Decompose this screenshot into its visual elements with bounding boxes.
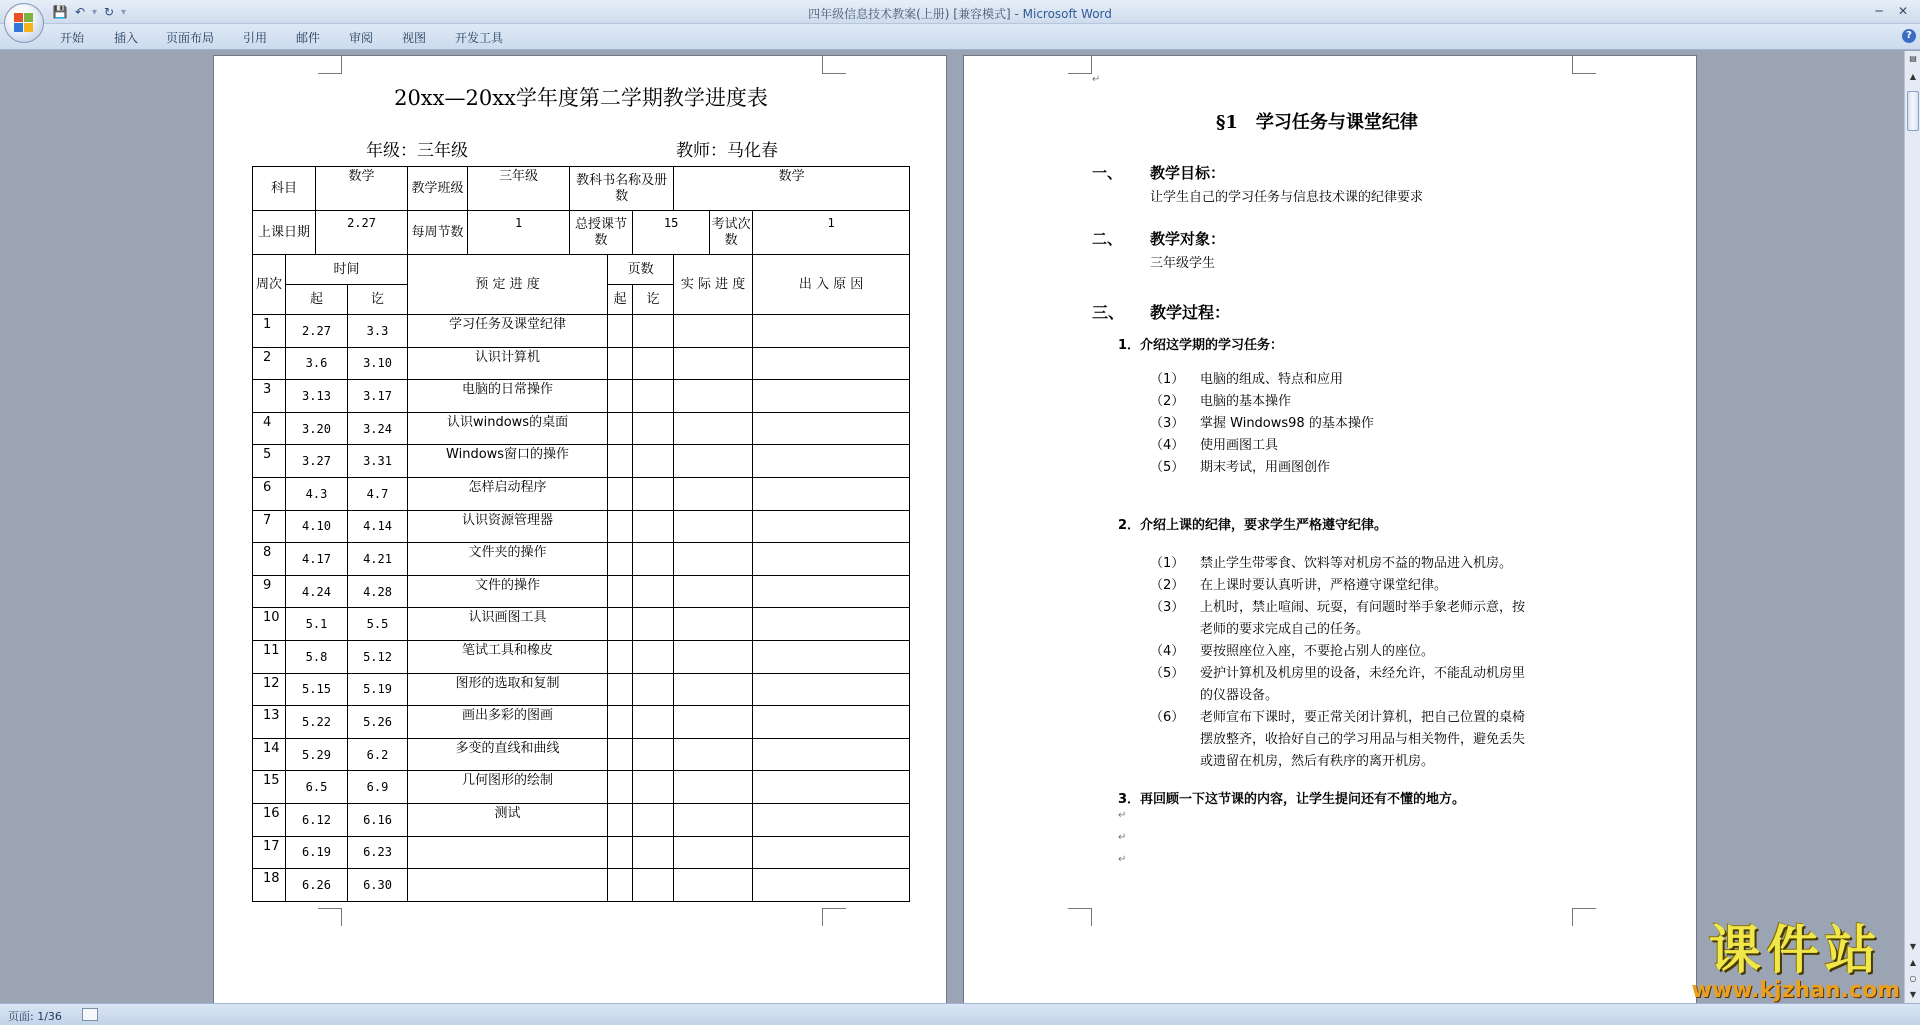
start-date-cell[interactable]: 5.8	[286, 640, 348, 673]
list-item-line: 老师的要求完成自己的任务。	[1200, 622, 1370, 637]
list-item-line: 在上课时要认真听讲，严格遵守课堂纪律。	[1200, 578, 1448, 593]
actual-progress-cell[interactable]	[674, 477, 753, 510]
previous-page-icon[interactable]: ▲	[1909, 958, 1917, 967]
page-from-cell[interactable]	[608, 803, 633, 836]
pages-column-header: 页数	[608, 255, 674, 285]
reason-cell[interactable]	[753, 412, 910, 445]
week-cell[interactable]: 10	[253, 608, 286, 641]
start-date-label: 上课日期	[253, 211, 316, 255]
crop-mark	[318, 56, 342, 74]
list-item-line: 或遗留在机房，然后有秩序的离开机房。	[1200, 754, 1435, 769]
page-from-cell[interactable]	[608, 347, 633, 380]
planned-topic-cell[interactable]: 认识计算机	[408, 347, 608, 380]
start-date-cell[interactable]: 5.29	[286, 738, 348, 771]
week-cell[interactable]: 17	[253, 836, 286, 869]
table-row	[253, 315, 910, 348]
total-lessons-label: 总授课节数	[570, 211, 633, 255]
list-item-line: 摆放整齐，收拾好自己的学习用品与相关物件，避免丢失	[1200, 732, 1526, 747]
list-item-line: 老师宣布下课时，要正常关闭计算机，把自己位置的桌椅	[1200, 710, 1526, 725]
page-to-cell[interactable]	[633, 836, 674, 869]
table-row	[253, 836, 910, 869]
save-icon[interactable]: 💾	[52, 5, 68, 19]
week-cell[interactable]: 7	[253, 510, 286, 543]
page-from-cell[interactable]	[608, 477, 633, 510]
table-row	[253, 347, 910, 380]
start-date-cell[interactable]: 3.6	[286, 347, 348, 380]
page-to-cell[interactable]	[633, 673, 674, 706]
page-to-cell[interactable]	[633, 380, 674, 413]
week-cell[interactable]: 14	[253, 738, 286, 771]
page-from-cell[interactable]	[608, 738, 633, 771]
scroll-down-icon[interactable]: ▼	[1909, 942, 1917, 951]
start-date-cell[interactable]: 3.27	[286, 445, 348, 478]
scroll-up-icon[interactable]: ▲	[1909, 72, 1917, 81]
crop-mark	[1068, 56, 1092, 74]
list-item-number: （1）	[1150, 372, 1185, 387]
page-from-cell[interactable]	[608, 315, 633, 348]
reason-cell[interactable]	[753, 771, 910, 804]
page-from-cell[interactable]	[608, 380, 633, 413]
reason-cell[interactable]	[753, 315, 910, 348]
end-date-cell[interactable]: 6.30	[348, 869, 408, 902]
list-item: 电脑的基本操作	[1200, 394, 1292, 409]
week-cell[interactable]: 6	[253, 477, 286, 510]
exam-count-label: 考试次数	[710, 211, 753, 255]
page-from-cell[interactable]	[608, 445, 633, 478]
week-cell[interactable]: 3	[253, 380, 286, 413]
list-item-number: （5）	[1150, 460, 1185, 475]
vertical-scrollbar[interactable]	[1904, 51, 1920, 1003]
help-icon[interactable]: ?	[1902, 29, 1916, 43]
reason-cell[interactable]	[753, 836, 910, 869]
end-date-cell[interactable]: 3.31	[348, 445, 408, 478]
planned-topic-cell[interactable]: 认识windows的桌面	[408, 412, 608, 445]
page-to-cell[interactable]	[633, 543, 674, 576]
page-from-cell[interactable]	[608, 640, 633, 673]
planned-topic-cell[interactable]	[408, 836, 608, 869]
start-date-cell[interactable]: 2.27	[286, 315, 348, 348]
planned-topic-cell[interactable]: 文件的操作	[408, 575, 608, 608]
page-to-cell[interactable]	[633, 510, 674, 543]
crop-mark	[318, 908, 342, 926]
page-from-header: 起	[608, 285, 633, 315]
page-to-cell[interactable]	[633, 738, 674, 771]
office-logo-icon	[14, 13, 34, 33]
start-date-cell[interactable]: 6.19	[286, 836, 348, 869]
list-item: 使用画图工具	[1200, 438, 1279, 453]
time-to-header: 讫	[348, 285, 408, 315]
table-row	[253, 771, 910, 804]
start-date-cell[interactable]: 5.1	[286, 608, 348, 641]
planned-topic-cell[interactable]: 笔试工具和橡皮	[408, 640, 608, 673]
table-row	[253, 543, 910, 576]
table-row	[253, 412, 910, 445]
page-from-cell[interactable]	[608, 543, 633, 576]
list-item-number: （5）	[1150, 666, 1185, 681]
page-from-cell[interactable]	[608, 608, 633, 641]
table-row	[253, 575, 910, 608]
actual-progress-cell[interactable]	[674, 315, 753, 348]
planned-topic-cell[interactable]: 认识资源管理器	[408, 510, 608, 543]
planned-topic-cell[interactable]: 多变的直线和曲线	[408, 738, 608, 771]
minimize-icon[interactable]: ─	[1875, 4, 1883, 18]
start-date-cell[interactable]: 6.5	[286, 771, 348, 804]
end-date-cell[interactable]: 4.21	[348, 543, 408, 576]
ruler-toggle-icon[interactable]: ▤	[1909, 54, 1917, 63]
table-row	[253, 803, 910, 836]
proofing-icon[interactable]	[82, 1008, 98, 1021]
end-date-cell[interactable]: 5.19	[348, 673, 408, 706]
list-item-number: （4）	[1150, 644, 1185, 659]
next-page-icon[interactable]: ▼	[1909, 990, 1917, 999]
header-row-3	[253, 255, 910, 285]
start-date-cell[interactable]: 3.13	[286, 380, 348, 413]
actual-progress-cell[interactable]	[674, 673, 753, 706]
list-item-line: 要按照座位入座，不要抢占别人的座位。	[1200, 644, 1435, 659]
goal-number: 一、	[1092, 164, 1123, 182]
list-item-number: （1）	[1150, 556, 1185, 571]
page-indicator[interactable]: 页面: 1/36	[8, 1010, 62, 1023]
page-to-cell[interactable]	[633, 315, 674, 348]
planned-topic-cell[interactable]: 图形的选取和复制	[408, 673, 608, 706]
paragraph-mark: ↵	[1118, 810, 1127, 821]
actual-progress-cell[interactable]	[674, 510, 753, 543]
page-to-cell[interactable]	[633, 347, 674, 380]
reason-cell[interactable]	[753, 640, 910, 673]
planned-topic-cell[interactable]: 学习任务及课堂纪律	[408, 315, 608, 348]
actual-progress-cell[interactable]	[674, 445, 753, 478]
actual-progress-cell[interactable]	[674, 412, 753, 445]
table-row	[253, 640, 910, 673]
start-date-cell[interactable]: 4.17	[286, 543, 348, 576]
page-1[interactable]	[213, 55, 947, 1003]
reason-column-header: 出 入 原 因	[753, 255, 910, 315]
schedule-title: 20xx—20xx学年度第二学期教学进度表	[394, 86, 768, 110]
reason-cell[interactable]	[753, 706, 910, 739]
end-date-cell[interactable]: 6.2	[348, 738, 408, 771]
paragraph-mark: ↵	[1092, 74, 1101, 85]
page-to-cell[interactable]	[633, 706, 674, 739]
end-date-cell[interactable]: 3.3	[348, 315, 408, 348]
tab-mailings[interactable]: 邮件	[296, 31, 321, 45]
week-cell[interactable]: 15	[253, 771, 286, 804]
planned-topic-cell[interactable]: 认识画图工具	[408, 608, 608, 641]
class-label: 教学班级	[408, 167, 468, 211]
end-date-cell[interactable]: 4.28	[348, 575, 408, 608]
textbook-label: 教科书名称及册数	[570, 167, 674, 211]
list-item-number: （3）	[1150, 416, 1185, 431]
reason-cell[interactable]	[753, 510, 910, 543]
reason-cell[interactable]	[753, 477, 910, 510]
time-from-header: 起	[286, 285, 348, 315]
list-item: 掌握 Windows98 的基本操作	[1200, 416, 1374, 431]
table-row	[253, 477, 910, 510]
table-row	[253, 869, 910, 902]
page-from-cell[interactable]	[608, 869, 633, 902]
table-row	[253, 738, 910, 771]
crop-mark	[1572, 908, 1596, 926]
target-text: 三年级学生	[1150, 256, 1216, 271]
end-date-cell[interactable]: 5.26	[348, 706, 408, 739]
close-icon[interactable]: ✕	[1897, 4, 1909, 18]
end-date-cell[interactable]: 4.14	[348, 510, 408, 543]
table-row	[253, 673, 910, 706]
end-date-cell[interactable]: 5.12	[348, 640, 408, 673]
page-to-cell[interactable]	[633, 771, 674, 804]
page-from-cell[interactable]	[608, 575, 633, 608]
week-cell[interactable]: 8	[253, 543, 286, 576]
actual-progress-cell[interactable]	[674, 771, 753, 804]
document-workspace	[0, 51, 1904, 1003]
week-column-header: 周次	[253, 255, 286, 315]
week-cell[interactable]: 13	[253, 706, 286, 739]
week-cell[interactable]: 2	[253, 347, 286, 380]
start-date-cell[interactable]: 3.20	[286, 412, 348, 445]
crop-mark	[1572, 56, 1596, 74]
reason-cell[interactable]	[753, 347, 910, 380]
page-2[interactable]	[963, 55, 1697, 1003]
list-item: 期末考试，用画图创作	[1200, 460, 1331, 475]
planned-topic-cell[interactable]: 画出多彩的图画	[408, 706, 608, 739]
page-to-cell[interactable]	[633, 445, 674, 478]
paragraph-mark: ↵	[1118, 832, 1127, 843]
end-date-cell[interactable]: 3.17	[348, 380, 408, 413]
reason-cell[interactable]	[753, 445, 910, 478]
subject-label: 科目	[253, 167, 316, 211]
start-date-cell[interactable]: 5.15	[286, 673, 348, 706]
undo-dropdown-icon[interactable]: ▾	[92, 6, 98, 18]
start-date-cell[interactable]: 5.22	[286, 706, 348, 739]
week-cell[interactable]: 9	[253, 575, 286, 608]
planned-topic-cell[interactable]: Windows窗口的操作	[408, 445, 608, 478]
start-date-cell[interactable]: 6.26	[286, 869, 348, 902]
page-from-cell[interactable]	[608, 510, 633, 543]
reason-cell[interactable]	[753, 803, 910, 836]
undo-icon[interactable]: ↶	[74, 5, 86, 19]
class-value: 三年级	[468, 167, 570, 211]
list-item-number: （4）	[1150, 438, 1185, 453]
list-item: 电脑的组成、特点和应用	[1200, 372, 1344, 387]
page-to-cell[interactable]	[633, 477, 674, 510]
office-button[interactable]	[4, 3, 44, 43]
tab-home[interactable]: 开始	[60, 31, 85, 45]
tab-insert[interactable]: 插入	[114, 31, 139, 45]
section-title: §1 学习任务与课堂纪律	[1216, 112, 1418, 133]
page-to-cell[interactable]	[633, 575, 674, 608]
paragraph-mark: ↵	[1118, 854, 1127, 865]
process-number: 三、	[1092, 303, 1125, 322]
step-1-heading: 1．介绍这学期的学习任务：	[1118, 338, 1284, 353]
list-item-number: （3）	[1150, 600, 1185, 615]
page-to-cell[interactable]	[633, 803, 674, 836]
crop-mark	[822, 56, 846, 74]
status-bar	[0, 1003, 1920, 1025]
page-to-cell[interactable]	[633, 640, 674, 673]
total-lessons-value: 15	[633, 211, 710, 255]
week-cell[interactable]: 12	[253, 673, 286, 706]
week-cell[interactable]: 1	[253, 315, 286, 348]
target-number: 二、	[1092, 230, 1123, 248]
planned-topic-cell[interactable]: 电脑的日常操作	[408, 380, 608, 413]
reason-cell[interactable]	[753, 673, 910, 706]
app-name: Microsoft Word	[1022, 7, 1112, 21]
table-row	[253, 510, 910, 543]
list-item-number: （2）	[1150, 394, 1185, 409]
actual-progress-header: 实 际 进 度	[674, 255, 753, 315]
page-to-cell[interactable]	[633, 608, 674, 641]
schedule-table	[252, 166, 910, 902]
page-from-cell[interactable]	[608, 836, 633, 869]
tab-developer[interactable]: 开发工具	[455, 31, 504, 45]
page-from-cell[interactable]	[608, 771, 633, 804]
reason-cell[interactable]	[753, 608, 910, 641]
schedule-rows	[253, 315, 910, 902]
document-name: 四年级信息技术教案(上册) [兼容模式]	[808, 7, 1011, 21]
end-date-cell[interactable]: 6.23	[348, 836, 408, 869]
week-cell[interactable]: 18	[253, 869, 286, 902]
planned-topic-cell[interactable]: 怎样启动程序	[408, 477, 608, 510]
exam-count-value: 1	[753, 211, 910, 255]
end-date-cell[interactable]: 5.5	[348, 608, 408, 641]
table-row	[253, 608, 910, 641]
table-row	[253, 380, 910, 413]
actual-progress-cell[interactable]	[674, 869, 753, 902]
title-separator: -	[1014, 7, 1019, 21]
week-cell[interactable]: 11	[253, 640, 286, 673]
reason-cell[interactable]	[753, 575, 910, 608]
actual-progress-cell[interactable]	[674, 640, 753, 673]
goal-text: 让学生自己的学习任务与信息技术课的纪律要求	[1150, 190, 1424, 205]
start-date-cell[interactable]: 6.12	[286, 803, 348, 836]
process-label: 教学过程：	[1150, 303, 1231, 322]
reason-cell[interactable]	[753, 543, 910, 576]
step-3-heading: 3．再回顾一下这节课的内容，让学生提问还有不懂的地方。	[1118, 792, 1466, 807]
actual-progress-cell[interactable]	[674, 347, 753, 380]
window-title	[0, 5, 1920, 22]
end-date-cell[interactable]: 4.7	[348, 477, 408, 510]
target-label: 教学对象：	[1150, 230, 1226, 248]
ribbon-tab-bar	[0, 24, 1920, 50]
goal-label: 教学目标：	[1150, 164, 1226, 182]
tab-view[interactable]: 视图	[402, 31, 427, 45]
reason-cell[interactable]	[753, 380, 910, 413]
planned-progress-header: 预 定 进 度	[408, 255, 608, 315]
step-2-heading: 2．介绍上课的纪律，要求学生严格遵守纪律。	[1118, 518, 1388, 533]
header-row-2	[253, 211, 910, 255]
browse-object-icon[interactable]: ○	[1909, 974, 1917, 983]
customize-qa-icon[interactable]: ▾	[121, 6, 127, 18]
actual-progress-cell[interactable]	[674, 836, 753, 869]
list-item-number: （2）	[1150, 578, 1185, 593]
watermark-url: www.kjzhan.com	[1691, 978, 1900, 1003]
start-date-cell[interactable]: 4.24	[286, 575, 348, 608]
start-date-value: 2.27	[316, 211, 408, 255]
textbook-value: 数学	[674, 167, 910, 211]
time-column-header: 时间	[286, 255, 408, 285]
watermark-text: 课件站	[1708, 921, 1883, 981]
header-row-1	[253, 167, 910, 211]
page-to-header: 讫	[633, 285, 674, 315]
reason-cell[interactable]	[753, 738, 910, 771]
teacher-label: 教师：马化春	[676, 141, 778, 161]
page-from-cell[interactable]	[608, 706, 633, 739]
week-cell[interactable]: 5	[253, 445, 286, 478]
planned-topic-cell[interactable]: 几何图形的绘制	[408, 771, 608, 804]
table-row	[253, 706, 910, 739]
planned-topic-cell[interactable]: 测试	[408, 803, 608, 836]
start-date-cell[interactable]: 4.3	[286, 477, 348, 510]
planned-topic-cell[interactable]	[408, 869, 608, 902]
tab-review[interactable]: 审阅	[349, 31, 374, 45]
actual-progress-cell[interactable]	[674, 608, 753, 641]
crop-mark	[1068, 908, 1092, 926]
end-date-cell[interactable]: 3.24	[348, 412, 408, 445]
tab-page-layout[interactable]: 页面布局	[166, 31, 215, 45]
list-item-line: 爱护计算机及机房里的设备，未经允许，不能乱动机房里	[1200, 666, 1526, 681]
actual-progress-cell[interactable]	[674, 543, 753, 576]
actual-progress-cell[interactable]	[674, 738, 753, 771]
scroll-thumb[interactable]	[1907, 91, 1919, 131]
list-item-line: 禁止学生带零食、饮料等对机房不益的物品进入机房。	[1200, 556, 1513, 571]
actual-progress-cell[interactable]	[674, 575, 753, 608]
tab-references[interactable]: 引用	[243, 31, 268, 45]
actual-progress-cell[interactable]	[674, 380, 753, 413]
end-date-cell[interactable]: 6.9	[348, 771, 408, 804]
title-bar	[0, 0, 1920, 24]
page-to-cell[interactable]	[633, 412, 674, 445]
weekly-value: 1	[468, 211, 570, 255]
table-row	[253, 445, 910, 478]
actual-progress-cell[interactable]	[674, 803, 753, 836]
page-from-cell[interactable]	[608, 673, 633, 706]
end-date-cell[interactable]: 6.16	[348, 803, 408, 836]
reason-cell[interactable]	[753, 869, 910, 902]
list-item-line: 上机时，禁止喧闹、玩耍，有问题时举手象老师示意，按	[1200, 600, 1526, 615]
week-cell[interactable]: 16	[253, 803, 286, 836]
subject-value: 数学	[316, 167, 408, 211]
start-date-cell[interactable]: 4.10	[286, 510, 348, 543]
page-from-cell[interactable]	[608, 412, 633, 445]
grade-label: 年级：三年级	[366, 141, 468, 161]
redo-icon[interactable]: ↻	[104, 5, 115, 19]
list-item-line: 的仪器设备。	[1200, 688, 1279, 703]
list-item-number: （6）	[1150, 710, 1185, 725]
end-date-cell[interactable]: 3.10	[348, 347, 408, 380]
page-to-cell[interactable]	[633, 869, 674, 902]
week-cell[interactable]: 4	[253, 412, 286, 445]
watermark-logo	[1691, 923, 1900, 1003]
planned-topic-cell[interactable]: 文件夹的操作	[408, 543, 608, 576]
actual-progress-cell[interactable]	[674, 706, 753, 739]
crop-mark	[822, 908, 846, 926]
weekly-label: 每周节数	[408, 211, 468, 255]
